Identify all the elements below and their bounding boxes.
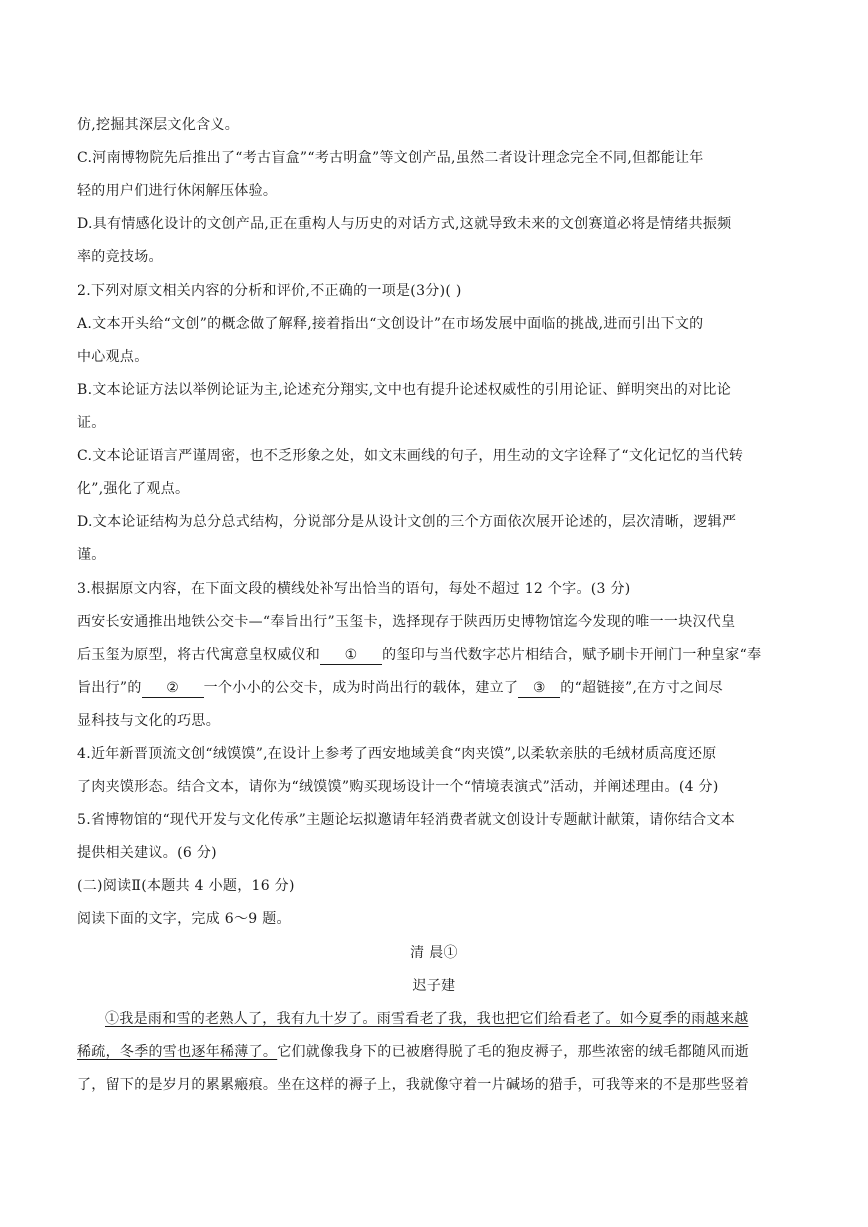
text-segment: 的“超链接”,在方寸之间尽 (560, 680, 723, 696)
text-line (77, 1042, 797, 1062)
text-line: 提供相关建议。(6 分) (77, 845, 217, 861)
text-line: A.文本开头给“文创”的概念做了解释,接着指出“文创设计”在市场发展中面临的挑战,进而引出下文的 (77, 316, 704, 332)
passage-author: 迟子建 (412, 978, 456, 994)
text-segment: 的玺印与当代数字芯片相结合，赋予刷卡开闸门一种皇家“奉 (382, 647, 762, 663)
text-line: 西安长安通推出地铁公交卡—“奉旨出行”玉玺卡，选择现存于陕西历史博物馆迄今发现的唯一一块汉代皇 (77, 614, 736, 630)
question-4: 4.近年新晋顶流文创“绒馍馍”,在设计上参考了西安地域美食“肉夹馍”,以柔软亲肤的毛绒材质高度还原 (77, 746, 717, 762)
text-line: C.河南博物院先后推出了“考古盲盒”“考古明盒”等文创产品,虽然二者设计理念完全不同,但都能让年 (77, 150, 704, 166)
text-segment: 它们就像我身下的已被磨得脱了毛的狍皮褥子，那些浓密的绒毛都随风而逝 (277, 1044, 750, 1060)
text-line: 证。 (77, 415, 106, 431)
instruction: 阅读下面的文字，完成 6～9 题。 (77, 911, 291, 927)
text-line: 率的竞技场。 (77, 249, 163, 265)
text-segment: 后玉玺为原型，将古代寓意皇权威仪和 (77, 647, 321, 663)
passage-title: 清 晨① (410, 945, 458, 961)
text-line: C.文本论证语言严谨周密，也不乏形象之处，如文末画线的句子，用生动的文字诠释了“文化记忆的当代转 (77, 448, 744, 464)
text-line: 显科技与文化的巧思。 (77, 713, 220, 729)
text-line: D.具有情感化设计的文创产品,正在重构人与历史的对话方式,这就导致未来的文创赛道必将是情绪共振频 (77, 216, 732, 232)
fill-blank-1[interactable]: ① (320, 646, 382, 665)
section-heading: (二)阅读Ⅱ(本题共 4 小题，16 分) (77, 878, 295, 894)
text-line: 谨。 (77, 547, 106, 563)
text-line: 了，留下的是岁月的累累瘢痕。坐在这样的褥子上，我就像守着一片碱场的猎手，可我等来的不是那些竖着 (77, 1077, 750, 1093)
question-3: 3.根据原文内容，在下面文段的横线处补写出恰当的语句，每处不超过 12 个字。(3 分) (77, 581, 631, 597)
text-line: 中心观点。 (77, 349, 149, 365)
text-line: 了肉夹馍形态。结合文本，请你为“绒馍馍”购买现场设计一个“情境表演式”活动，并阐述理由。(4 分) (77, 779, 719, 795)
text-line: 化”,强化了观点。 (77, 481, 190, 497)
underlined-text: 稀疏，冬季的雪也逐年稀薄了。 (77, 1044, 278, 1060)
text-line: B.文本论证方法以举例论证为主,论述充分翔实,文中也有提升论述权威性的引用论证、鲜明突出的对比论 (77, 382, 732, 398)
text-line-with-blank (77, 645, 797, 665)
text-segment: 一个小小的公交卡，成为时尚出行的载体，建立了 (203, 680, 519, 696)
text-segment: 旨出行”的 (77, 680, 142, 696)
question-2: 2.下列对原文相关内容的分析和评价,不正确的一项是(3分)( ) (77, 283, 462, 299)
text-line: D.文本论证结构为总分总式结构，分说部分是从设计文创的三个方面依次展开论述的，层次清晰，逻辑严 (77, 514, 737, 530)
fill-blank-2[interactable]: ② (142, 679, 204, 698)
text-line: 轻的用户们进行休闲解压体验。 (77, 183, 278, 199)
text-line-with-blanks (77, 678, 797, 698)
fill-blank-3[interactable]: ③ (518, 679, 560, 698)
passage-paragraph-1: ①我是雨和雪的老熟人了，我有九十岁了。雨雪看老了我，我也把它们给看老了。如今夏季的雨越来越 (105, 1011, 749, 1027)
text-line: 仿,挖掘其深层文化含义。 (77, 117, 240, 133)
question-5: 5.省博物馆的“现代开发与文化传承”主题论坛拟邀请年轻消费者就文创设计专题献计献策，请你结合文本 (77, 812, 736, 828)
